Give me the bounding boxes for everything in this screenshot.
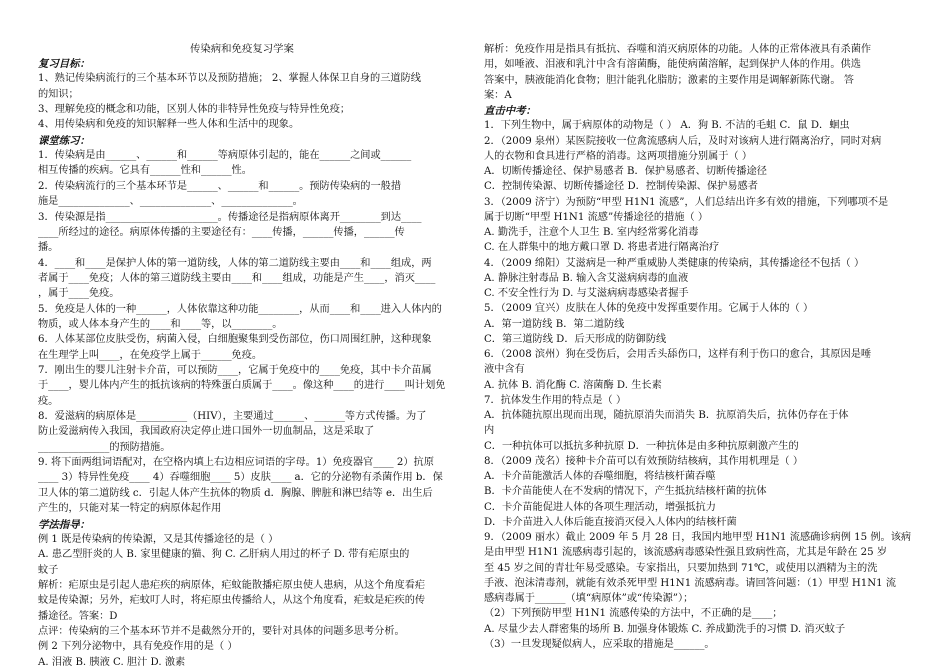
- text-line: ____所经过的途径。病原体传播的主要途径有：____传播，______传播，______传: [38, 226, 405, 238]
- text-line: 1、熟记传染病流行的三个基本环节以及预防措施； 2、掌握人体保卫自身的三道防线: [38, 73, 421, 85]
- text-line: 1．传染病是由______、______和______等病原体引起的，能在______之间或______: [38, 150, 412, 162]
- text-line: A. 泪液 B. 胰液 C. 胆汁 D. 激素: [38, 656, 186, 668]
- text-line: （2）下列预防甲型 H1N1 流感传染的方法中，不正确的是____；: [484, 608, 783, 620]
- text-line: 例 2 下列分泌物中，具有免疫作用的是（ ）: [38, 641, 238, 653]
- text-line: 3、理解免疫的概念和功能，区别人体的非特异性免疫与特异性免疫；: [38, 104, 351, 116]
- text-line: 3．传染源是指______________________。传播途径是指病原体离开________到达____: [38, 211, 422, 223]
- text-line: 8．爱滋病的病原体是__________（HIV），主要通过______、______等方式传播。为了: [38, 411, 427, 423]
- text-line: 感病毒属于______（填“病原体”或“传染源”）；: [484, 593, 694, 604]
- text-line: A．切断传播途径、保护易感者 B．保护易感者、切断传播途径: [484, 166, 767, 177]
- text-line: ____ 3）特异性免疫____ 4）吞噬细胞____ 5）皮肤____ a．它的分泌物有杀菌作用 b．保: [38, 472, 443, 484]
- text-line: 蚊是传染源；另外，疟蚊叮人时，将疟原虫传播给人，从这个角度看，疟蚊是疟疾的传: [38, 595, 426, 607]
- text-line: 卫人体的第二道防线 c．引起人体产生抗体的物质 d．胸腺、脾脏和淋巴结等 e．出生后: [38, 487, 433, 499]
- text-line: 是由甲型 H1N1 流感病毒引起的，该流感病毒感染性强且致病性高，尤其是年龄在 25 岁: [484, 547, 888, 559]
- text-line: 解析：疟原虫是引起人患疟疾的病原体，疟蚊能散播疟原虫使人患病，从这个角度看疟: [38, 579, 426, 591]
- text-line: 至 45 岁之间的青壮年易受感染。专家指出，只要加热到 71℃，或使用以酒精为主的洗: [484, 562, 878, 574]
- text-line: （3）一旦发现疑似病人，应采取的措施是______。: [484, 638, 715, 650]
- text-line: 在生理学上叫____，在免疫学上属于______免疫。: [38, 349, 263, 361]
- text-line: 例 1 既是传染病的传染源，又是其传播途径的是（ ）: [38, 533, 279, 545]
- text-line: 的知识；: [38, 88, 79, 100]
- text-line: C. 不安全性行为 D. 与艾滋病病毒感染者握手: [484, 288, 689, 299]
- text-line: 9．（2009 丽水）截止 2009 年 5 月 28 日，我国内地甲型 H1N1 流感确诊病例 15 例。该病: [484, 532, 912, 543]
- text-line: 播途径。答案：D: [38, 610, 118, 622]
- text-line: A．第一道防线 B．第二道防线: [484, 318, 625, 330]
- text-line: 用，如唾液、泪液和乳汁中含有溶菌酶，能使病菌溶解，起到保护人体的作用。供选: [484, 59, 861, 71]
- text-line: C．控制传染源、切断传播途径 D．控制传染源、保护易感者: [484, 181, 758, 193]
- text-line: 解析：免疫作用是指具有抵抗、吞噬和消灭病原体的功能。人体的正常体液具有杀菌作: [484, 44, 872, 55]
- text-line: 人的衣物和食具进行严格的消毒。这两项措施分别属于（ ）: [484, 150, 753, 162]
- text-line: 手液、泡沫清毒剂，就能有效杀死甲型 H1N1 流感病毒。请回答问题：（1）甲型 H1N1 流: [484, 577, 897, 589]
- text-line: C．一种抗体可以抵抗多种抗原 D．一种抗体是由多种抗原刺激产生的: [484, 440, 799, 452]
- text-line: 者属于____免疫；人体的第三道防线主要由____和____组成，功能是产生____，消灭____: [38, 272, 436, 284]
- text-line: 2．传染病流行的三个基本环节是______、______和______。预防传染病的一般措: [38, 180, 402, 192]
- text-line: 1．下列生物中，属于病原体的动物是（ ） A．狗 B. 不洁的毛蛆 C．鼠 D．蛔虫: [484, 120, 850, 132]
- text-line: ，属于____免疫。: [38, 288, 120, 300]
- text-line: C．卡介苗能促进人体的各项生理活动，增强抵抗力: [484, 501, 716, 513]
- text-line: B．卡介苗能使人在不发病的情况下，产生抵抗结核杆菌的抗体: [484, 486, 767, 498]
- document-title: 传染病和免疫复习学案: [190, 43, 294, 55]
- text-line: 6．（2008 滨州）狗在受伤后，会用舌头舔伤口，这样有利于伤口的愈合，其原因是唾: [484, 349, 872, 360]
- section-heading: 直击中考：: [484, 105, 536, 117]
- text-line: 9. 将下面两组词语配对，在空格内填上右边相应词语的字母。1）免疫器官____ 2）抗原: [38, 457, 434, 469]
- text-line: 4、用传染病和免疫的知识解释一些人体和生活中的现象。: [38, 119, 300, 131]
- section-heading: 课堂练习：: [38, 134, 90, 147]
- text-line: 防止爱滋病传入我国，我国政府决定停止进口国外一切血制品，这是采取了: [38, 426, 375, 438]
- text-line: ______________的预防措施。: [38, 441, 171, 453]
- text-line: 5．（2009 宜兴）皮肤在人体的免疫中发挥重要作用。它属于人体的（ ）: [484, 303, 814, 315]
- section-heading: 学法指导：: [38, 518, 90, 531]
- text-line: 4．（2009 绵阳）艾滋病是一种严重威胁人类健康的传染病，其传播途径不包括（ ）: [484, 257, 865, 269]
- text-line: 疫。: [38, 395, 59, 407]
- text-line: A．抗体随抗原出现而出现，随抗原消失而消失 B．抗原消失后，抗体仍存在于体: [484, 410, 849, 421]
- text-line: D．卡介苗进入人体后能直接消灭侵入人体内的结核杆菌: [484, 516, 737, 528]
- text-line: A. 静脉注射毒品 B. 输入含艾滋病病毒的血液: [484, 272, 689, 284]
- text-line: 3．（2009 济宁）为预防“甲型 H1N1 流感”，人们总结出许多有效的措施，下列哪项不是: [484, 196, 889, 208]
- text-line: 8．（2009 茂名）接种卡介苗可以有效预防结核病，其作用机理是（ ）: [484, 455, 804, 467]
- text-line: 7．抗体发生作用的特点是（ ）: [484, 394, 627, 406]
- text-line: 液中含有: [484, 364, 525, 376]
- text-line: C．第三道防线 D．后天形成的防御防线: [484, 333, 667, 345]
- text-line: 5．免疫是人体的一种______，人体依靠这种功能________，从而____和____进入人体内的: [38, 303, 442, 315]
- text-line: A. 尽量少去人群密集的场所 B. 加强身体锻炼 C. 养成勤洗手的习惯 D. 消灭蚊子: [484, 623, 846, 635]
- text-line: 蚊子: [38, 564, 59, 576]
- text-line: 相互传播的疾病。它具有______性和______性。: [38, 165, 252, 177]
- text-line: 内: [484, 425, 495, 437]
- section-heading: 复习目标：: [38, 58, 90, 70]
- text-line: 点评：传染病的三个基本环节并不是截然分开的，要针对具体的问题多思考分析。: [38, 625, 405, 637]
- text-line: 6．人体某部位皮肤受伤，病菌入侵，白细胞聚集到受伤部位，伤口周围红肿，这种现象: [38, 334, 432, 346]
- text-line: 于____，婴儿体内产生的抵抗该病的特殊蛋白质属于____。像这种____的进行____叫计划免: [38, 380, 446, 392]
- text-line: A. 抗体 B. 消化酶 C. 溶菌酶 D. 生长素: [484, 379, 662, 391]
- text-line: 答案中，胰液能消化食物；胆汁能乳化脂肪；激素的主要作用是调解新陈代谢。 答: [484, 74, 854, 86]
- text-line: 7．刚出生的婴儿注射卡介苗，可以预防____，它属于免疫中的____免疫，其中卡介苗属: [38, 365, 432, 376]
- text-line: C. 在人群集中的地方戴口罩 D. 将患者进行隔离治疗: [484, 242, 720, 254]
- text-line: 案：A: [484, 89, 512, 101]
- text-line: A．卡介苗能激活人体的吞噬细胞，将结核杆菌吞噬: [484, 471, 716, 482]
- text-line: 播。: [38, 242, 59, 254]
- text-line: 施是______________、______________、______________。: [38, 196, 303, 208]
- text-line: 4．____和____是保护人体的第一道防线，人体的第二道防线主要由____和____组成，两: [38, 257, 432, 269]
- text-line: A. 勤洗手，注意个人卫生 B. 室内经常雾化消毒: [484, 227, 699, 238]
- text-line: 2．（2009 泉州）某医院接收一位禽流感病人后，及时对该病人进行隔离治疗，同时对病: [484, 135, 882, 147]
- text-line: 产生的，只能对某一特定的病原体起作用: [38, 503, 222, 515]
- text-line: A. 患乙型肝炎的人 B. 家里健康的猫、狗 C. 乙肝病人用过的杯子 D. 带有疟原虫的: [38, 549, 410, 561]
- text-line: 属于切断“甲型 H1N1 流感”传播途径的措施（ ）: [484, 211, 709, 223]
- text-line: 物质，或人体本身产生的____和____等，以________。: [38, 318, 283, 330]
